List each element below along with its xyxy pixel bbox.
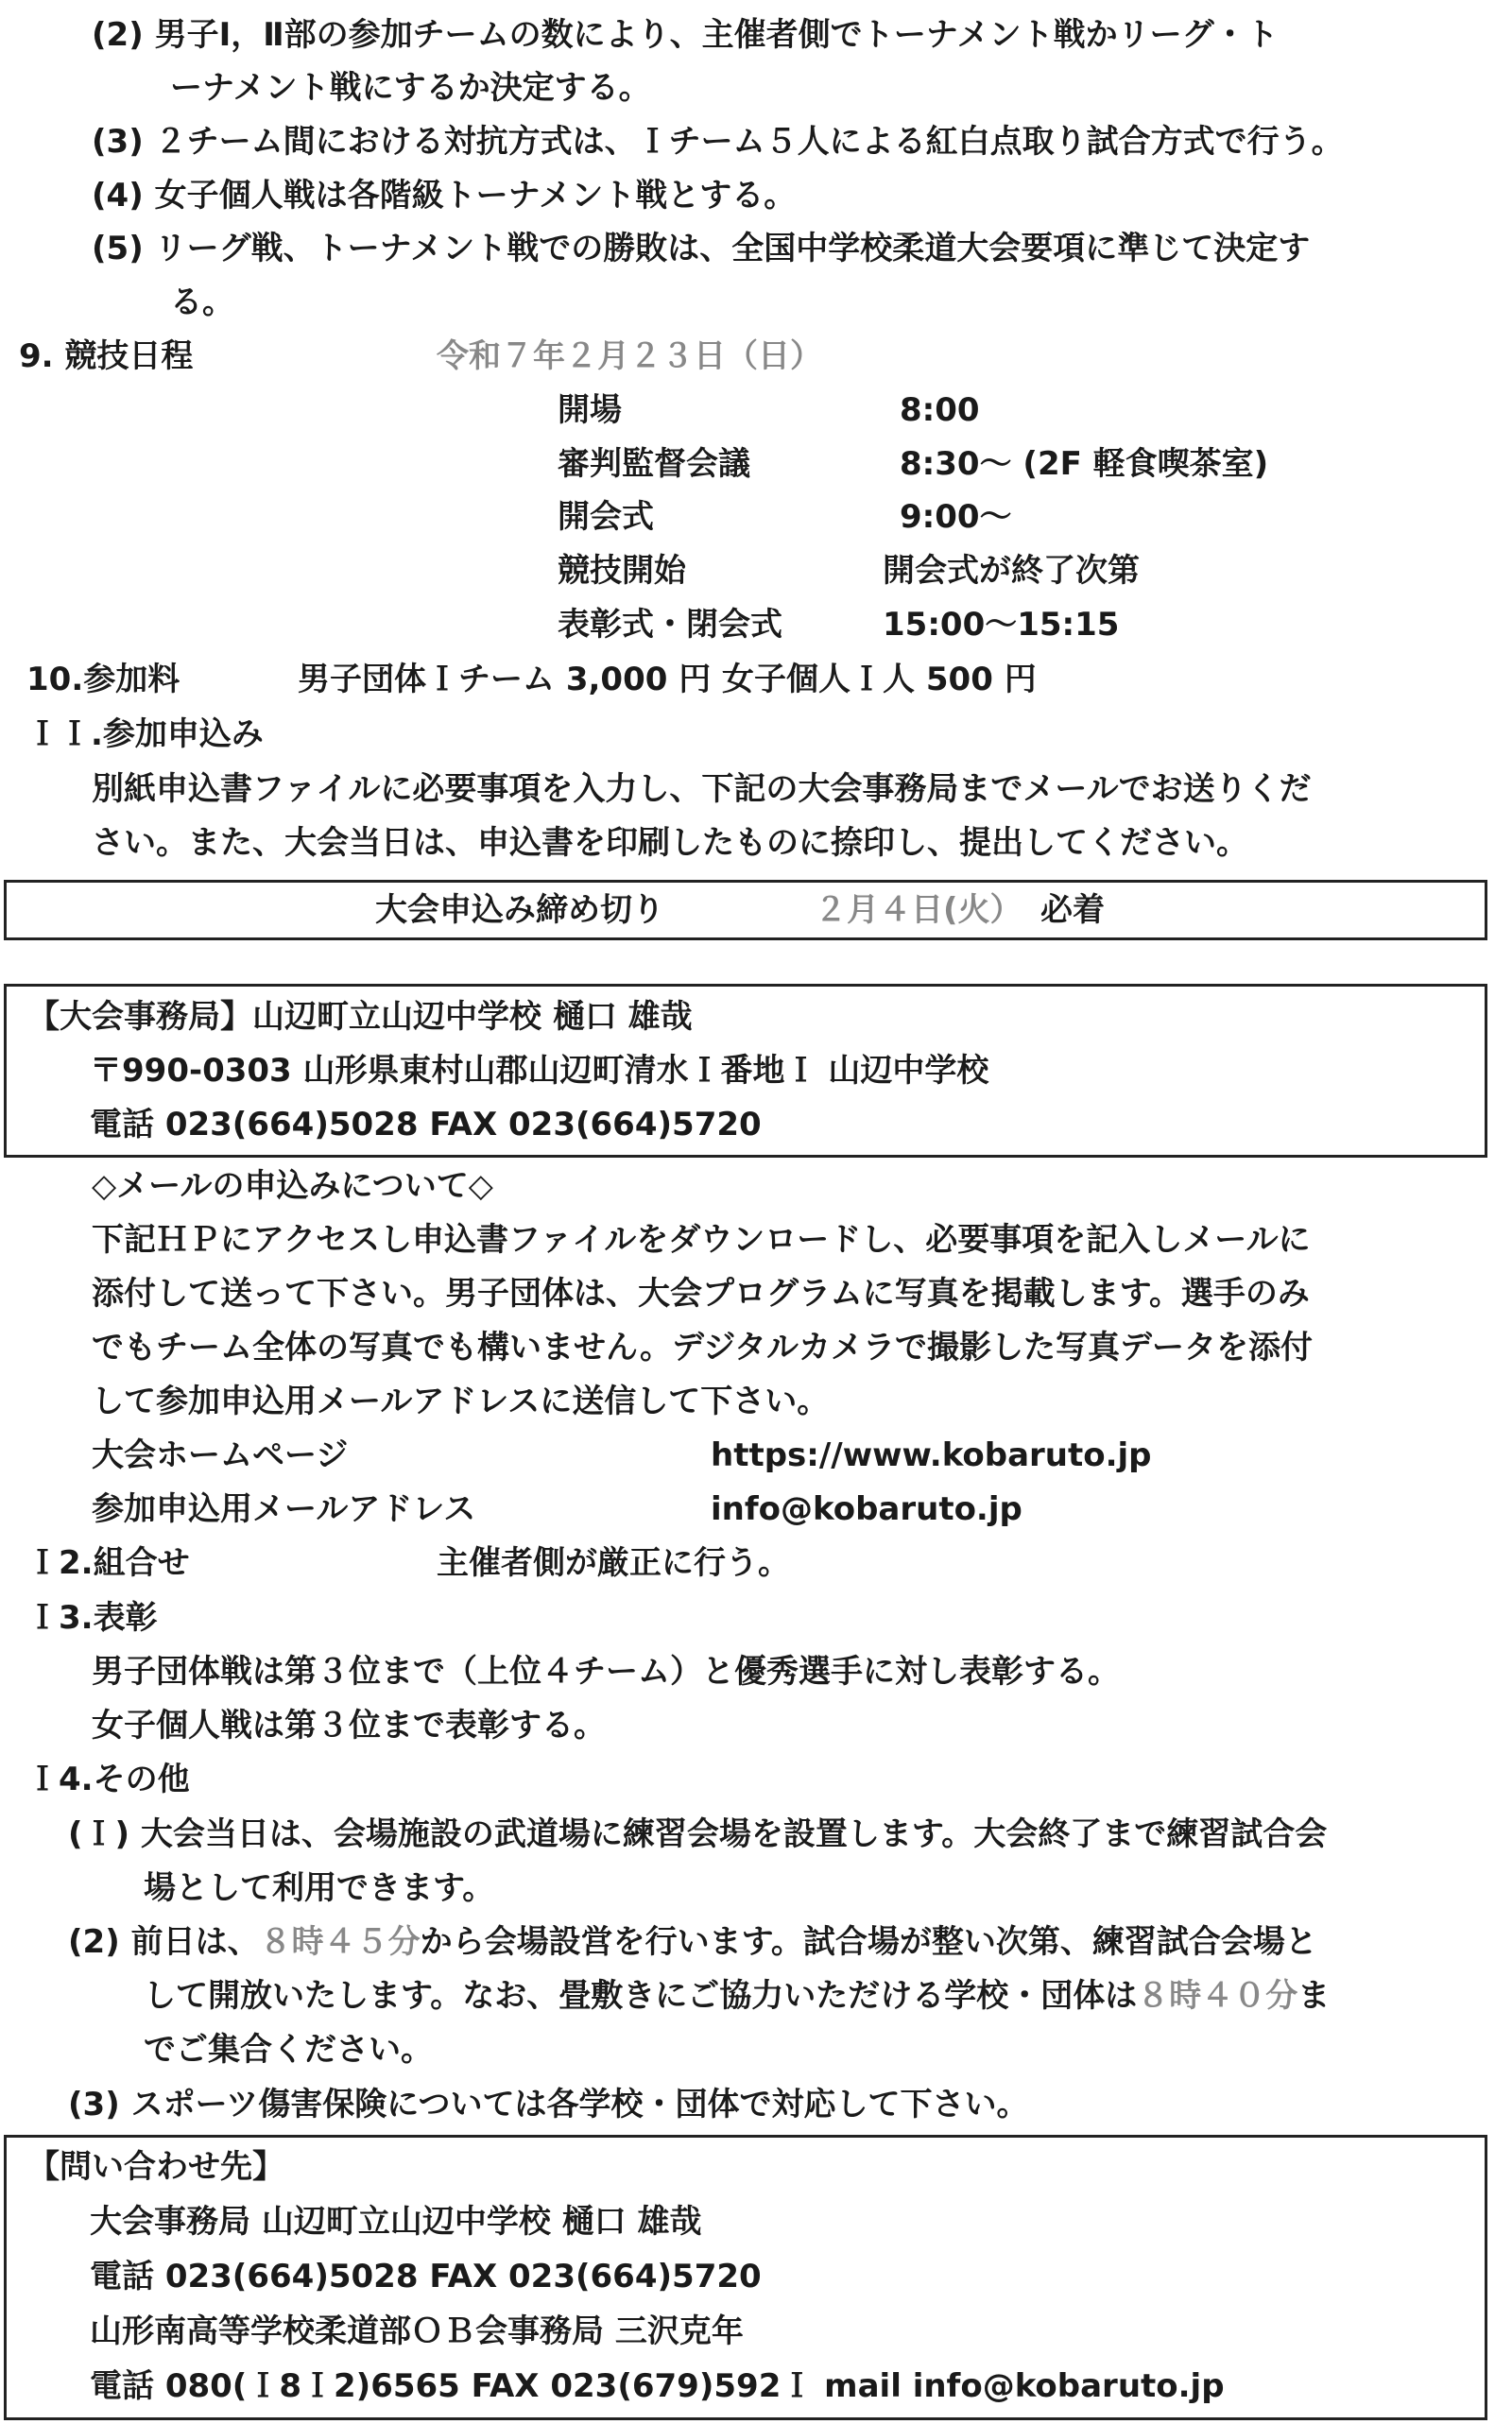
- office-title: 【大会事務局】山辺町立山辺中学校 樋口 雄哉: [27, 998, 693, 1036]
- deadline-date: ２月４日(火）: [815, 891, 1022, 929]
- setup-time: ８時４５分: [259, 1923, 421, 1961]
- pairing-heading: Ｉ2.組合せ: [26, 1544, 190, 1582]
- other-item-3: (3) スポーツ傷害保険については各学校・団体で対応して下さい。: [68, 2086, 1029, 2123]
- schedule-time-opening: 8:00: [900, 391, 980, 429]
- rule-item-3: (3) ２チーム間における対抗方式は、Ｉチーム５人による紅白点取り試合方式で行う。: [92, 123, 1344, 161]
- awards-heading: Ｉ3.表彰: [26, 1599, 158, 1637]
- schedule-label-competition-start: 競技開始: [558, 552, 686, 590]
- other-heading: Ｉ4.その他: [26, 1761, 190, 1798]
- deadline-suffix: 必着: [1040, 891, 1105, 929]
- rule-item-5-line1: (5) リーグ戦、トーナメント戦での勝敗は、全国中学校柔道大会要項に準じて決定す: [92, 230, 1311, 267]
- application-text-line2: さい。また、大会当日は、申込書を印刷したものに捺印し、提出してください。: [92, 824, 1248, 862]
- homepage-label: 大会ホームページ: [92, 1436, 349, 1474]
- application-text-line1: 別紙申込書ファイルに必要事項を入力し、下記の大会事務局までメールでお送りくだ: [92, 770, 1312, 808]
- application-heading: ＩＩ.参加申込み: [26, 715, 264, 753]
- schedule-time-referee-meeting: 8:30～ (2F 軽食喫茶室): [900, 445, 1269, 483]
- event-date: 令和７年２月２３日（日）: [437, 337, 822, 375]
- rule-item-4: (4) 女子個人戦は各階級トーナメント戦とする。: [92, 177, 797, 215]
- other-item-1-line2: 場として利用できます。: [144, 1869, 495, 1907]
- contact-title: 【問い合わせ先】: [27, 2148, 284, 2186]
- contact-line4: 電話 080(Ｉ8Ｉ2)6565 FAX 023(679)592Ｉ mail info@kobaruto.jp: [90, 2367, 1225, 2405]
- schedule-label-opening: 開場: [558, 391, 622, 429]
- contact-line2: 電話 023(664)5028 FAX 023(664)5720: [90, 2258, 762, 2295]
- other-item-2-line2-post: ま: [1297, 1977, 1331, 2015]
- rule-item-5-line2: る。: [170, 284, 234, 321]
- rule-item-2-line1: (2) 男子Ⅰ，Ⅱ部の参加チームの数により、主催者側でトーナメント戦かリーグ・ト: [92, 16, 1279, 54]
- other-item-2-line3: でご集合ください。: [144, 2031, 433, 2069]
- contact-line1: 大会事務局 山辺町立山辺中学校 樋口 雄哉: [90, 2203, 702, 2241]
- mail-text-line1: 下記ＨＰにアクセスし申込書ファイルをダウンロードし、必要事項を記入しメールに: [92, 1221, 1311, 1259]
- other-item-2-line2: [144, 1977, 1331, 2015]
- schedule-label-opening-ceremony: 開会式: [558, 498, 654, 536]
- other-item-2-line2-pre: して開放いたします。なお、畳敷きにご協力いただける学校・団体は: [144, 1977, 1138, 2015]
- other-item-2-line1: [68, 1923, 1317, 1961]
- schedule-time-opening-ceremony: 9:00～: [900, 498, 1012, 536]
- schedule-time-closing: 15:00～15:15: [883, 606, 1120, 644]
- office-phone: 電話 023(664)5028 FAX 023(664)5720: [90, 1106, 762, 1143]
- email-address[interactable]: info@kobaruto.jp: [711, 1490, 1022, 1528]
- pairing-text: 主催者側が厳正に行う。: [437, 1544, 790, 1582]
- email-label: 参加申込用メールアドレス: [92, 1490, 476, 1528]
- other-item-1-line1: (Ｉ) 大会当日は、会場施設の武道場に練習会場を設置します。大会終了まで練習試合会: [68, 1815, 1328, 1853]
- awards-line2: 女子個人戦は第３位まで表彰する。: [92, 1707, 606, 1745]
- deadline-label: 大会申込み締め切り: [375, 891, 664, 929]
- schedule-label-referee-meeting: 審判監督会議: [558, 445, 750, 483]
- contact-box: [4, 2135, 1487, 2420]
- mail-text-line2: 添付して送って下さい。男子団体は、大会プログラムに写真を掲載します。選手のみ: [92, 1275, 1310, 1313]
- schedule-time-competition-start: 開会式が終了次第: [883, 552, 1140, 590]
- schedule-heading: 9. 競技日程: [19, 337, 194, 375]
- homepage-url[interactable]: https://www.kobaruto.jp: [711, 1436, 1152, 1474]
- other-item-2-prefix: (2) 前日は、: [68, 1923, 260, 1961]
- gather-time: ８時４０分: [1137, 1977, 1298, 2015]
- email-link[interactable]: [711, 1490, 1022, 1528]
- other-item-2-mid: から会場設営を行います。試合場が整い次第、練習試合会場と: [420, 1923, 1317, 1961]
- awards-line1: 男子団体戦は第３位まで（上位４チーム）と優秀選手に対し表彰する。: [92, 1653, 1120, 1691]
- fee-details: 男子団体Ｉチーム 3,000 円 女子個人Ｉ人 500 円: [298, 661, 1037, 698]
- schedule-label-closing: 表彰式・閉会式: [558, 606, 782, 644]
- contact-line3: 山形南高等学校柔道部ＯＢ会事務局 三沢克年: [90, 2312, 744, 2350]
- fee-heading: 10.参加料: [26, 661, 180, 698]
- deadline-box: [4, 880, 1487, 940]
- mail-heading: ◇メールの申込みについて◇: [92, 1167, 493, 1205]
- office-address: 〒990-0303 山形県東村山郡山辺町清水Ｉ番地Ｉ 山辺中学校: [90, 1052, 989, 1090]
- office-box: [4, 984, 1487, 1158]
- rule-item-2-line2: ーナメント戦にするか決定する。: [170, 69, 651, 107]
- homepage-link[interactable]: [711, 1436, 1152, 1474]
- mail-text-line4: して参加申込用メールアドレスに送信して下さい。: [92, 1383, 830, 1420]
- mail-text-line3: でもチーム全体の写真でも構いません。デジタルカメラで撮影した写真データを添付: [92, 1329, 1313, 1367]
